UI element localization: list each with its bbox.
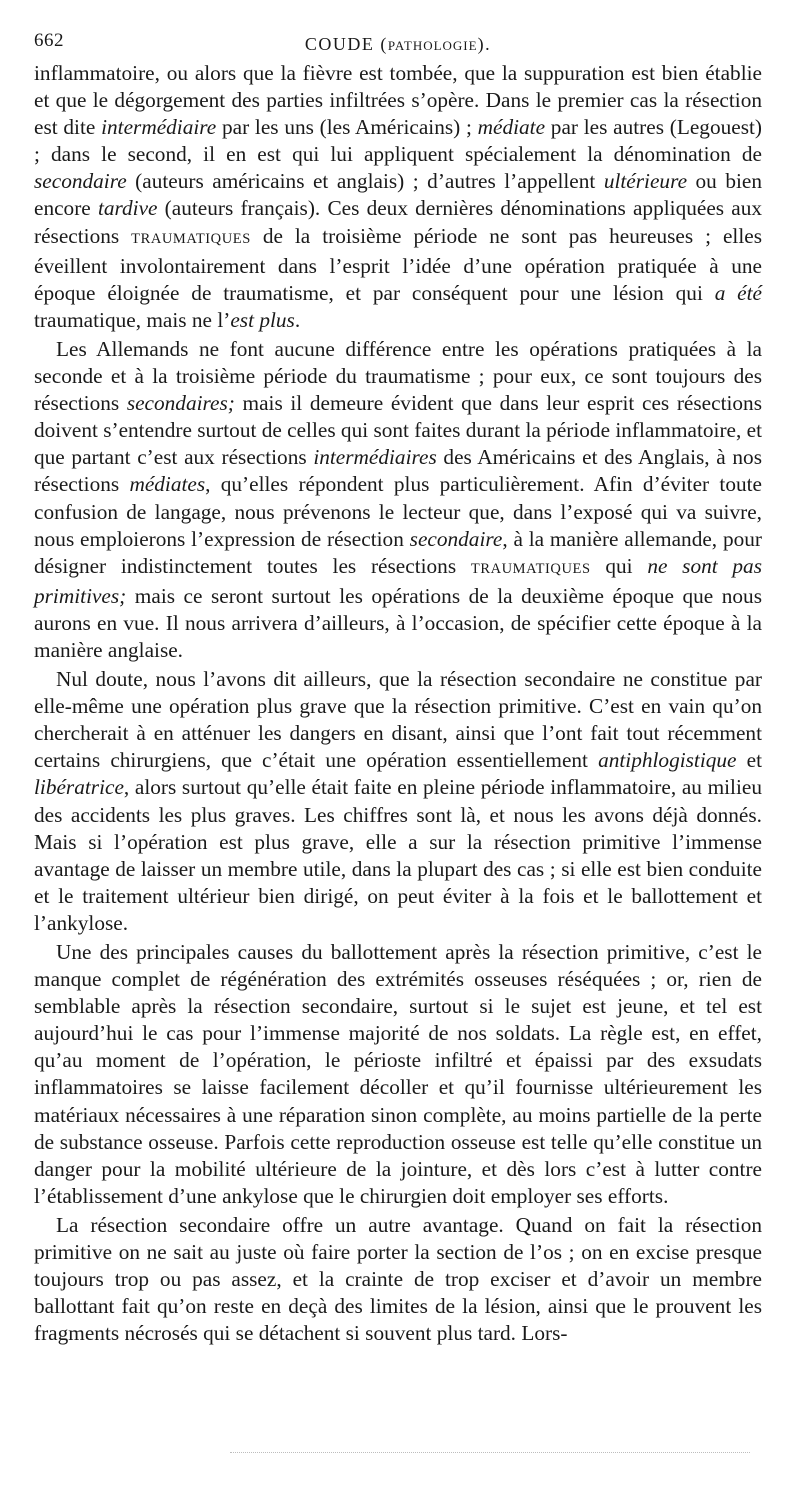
italic-run: intermédiaires — [313, 445, 437, 470]
italic-run: antiphlogistique — [598, 748, 737, 773]
running-title-open: ( — [374, 34, 388, 54]
text-run: par les autres (Legouest) ; dans le second, il en est qui lui appliquent spécialement la dénomination de — [34, 115, 762, 167]
text-run: Une des principales causes du ballottement après la résection primitive, c’est le manque complet de régénération des extrémités osseuses réséquées ; or, rien de semblable après la résection secondaire, surtout si le sujet est jeune, et tel est aujourd’hui le cas pour l’immense majorité de nos soldats. La règle est, en effet, qu’au moment de l’opération, le périoste infiltré et épaissi par des exsudats inflammatoires se laisse facilement décoller et qu’il fournisse ultérieurement les matériaux nécessaires à une réparation sinon complète, au moins partielle de la perte de substance osseuse. Parfois cette reproduction osseuse est telle qu’elle constitue un danger pour la mobilité ultérieure de la jointure, et dès lors c’est à lutter contre l’établissement d’une ankylose que le chirurgien doit employer ses efforts. — [34, 940, 762, 1208]
small-caps-run: TRAUMATIQUES — [470, 560, 591, 577]
text-run: mais il demeure évident que dans leur esprit ces résections doivent s’entendre surtout de celles qui sont faites durant la période inflammatoire, et que partant c’est aux résections — [34, 391, 763, 470]
book-page — [34, 28, 762, 1347]
italic-run: secondaire — [409, 526, 503, 551]
text-run: qui — [590, 553, 648, 578]
paragraph-3 — [34, 666, 762, 937]
text-run: , qu’elles répondent plus particulièrement. Afin d’éviter toute confusion de langage, nous prévenons le lecteur que, dans l’exposé qui va suivre, nous emploierons l’expression de résection — [34, 472, 763, 551]
italic-run: a été — [714, 280, 763, 305]
italic-run: libératrice — [34, 775, 124, 800]
text-run: des Américains et des Anglais, à nos résections — [34, 445, 762, 497]
paragraph-4 — [34, 939, 762, 1210]
paragraph-5 — [34, 1212, 762, 1347]
text-run: et — [736, 748, 762, 773]
running-title — [34, 34, 762, 55]
text-run: Les Allemands ne font aucune différence entre les opérations pratiquées à la seconde et à la troisième période du traumatisme ; pour eux, ce sont toujours des résections — [34, 336, 762, 416]
italic-run: est plus — [230, 307, 295, 332]
text-run: La résection secondaire offre un autre avantage. Quand on fait la résection primitive on ne sait au juste où faire porter la section de l’os ; on en excise presque toujours trop ou pas assez, et la crainte de trop exciser et d’avoir un membre ballottant fait qu’on reste en deçà des limites de la lésion, ainsi que le prouvent les fragments nécrosés qui se détachent si souvent plus tard. Lors- — [34, 1212, 762, 1346]
running-title-sub: PATHOLOGIE — [387, 38, 478, 53]
running-title-close: ). — [477, 34, 492, 54]
text-run: par les uns (les Américains) ; — [216, 115, 478, 140]
page-header — [34, 28, 762, 60]
paragraph-1 — [34, 60, 762, 334]
text-run: de la troisième période ne sont pas heureuses ; elles éveillent involontairement dans l’esprit l’idée d’une opération pratiquée à une époque éloignée de traumatisme, et par conséquent pour une lésion qui — [34, 223, 762, 305]
text-run: (auteurs français). Ces deux dernières dénominations appliquées aux résections — [34, 196, 762, 248]
italic-run: secondaires; — [126, 391, 235, 416]
italic-run: secondaire — [34, 169, 127, 194]
small-caps-run: TRAUMATIQUES — [131, 230, 251, 247]
italic-run: ultérieure — [603, 169, 688, 194]
footer-rule — [230, 1452, 750, 1453]
text-run: traumatique, mais ne l’ — [34, 307, 231, 332]
page-number: 662 — [34, 30, 64, 51]
text-run: inflammatoire, ou alors que la fièvre est tombée, que la suppuration est bien établie et que le dégorgement des parties infiltrées s’opère. Dans le premier cas la résection est dite — [34, 61, 762, 140]
text-run: (auteurs américains et anglais) ; d’autres l’appellent — [126, 169, 604, 194]
italic-run: intermédiaire — [101, 115, 217, 140]
body-text — [34, 60, 762, 1347]
running-title-main: COUDE — [304, 34, 375, 54]
text-run: . — [294, 307, 301, 332]
text-run: , à la manière allemande, pour désigner indistinctement toutes les résections — [34, 526, 762, 578]
text-run: , alors surtout qu’elle était faite en pleine période inflammatoire, au milieu des accidents les plus graves. Les chiffres sont là, et nous les avons déjà donnés. Mais si l’opération est plus grave, elle a sur la résection primitive l’immense avantage de laisser un membre utile, dans la plupart des cas ; si elle est bien conduite et le traitement ultérieur bien dirigé, on peut éviter à la fois et le ballottement et l’ankylose. — [34, 775, 762, 935]
text-run: Nul doute, nous l’avons dit ailleurs, que la résection secondaire ne constitue par elle-même une opération plus grave que la résection primitive. C’est en vain qu’on chercherait à en atténuer les dangers en disant, ainsi que l’ont fait tout récemment certains chirurgiens, que c’était une opération essentiellement — [34, 667, 762, 773]
italic-run: médiates — [129, 472, 206, 497]
text-run: ou bien encore — [34, 169, 762, 221]
text-run: mais ce seront surtout les opérations de la deuxième époque que nous aurons en vue. Il nous arrivera d’ailleurs, à l’occasion, de spécifier cette époque à la manière anglaise. — [34, 583, 762, 662]
italic-run: tardive — [97, 196, 158, 221]
paragraph-2 — [34, 336, 762, 664]
italic-run: médiate — [477, 115, 546, 140]
italic-run: ne sont pas primitives; — [34, 553, 762, 608]
